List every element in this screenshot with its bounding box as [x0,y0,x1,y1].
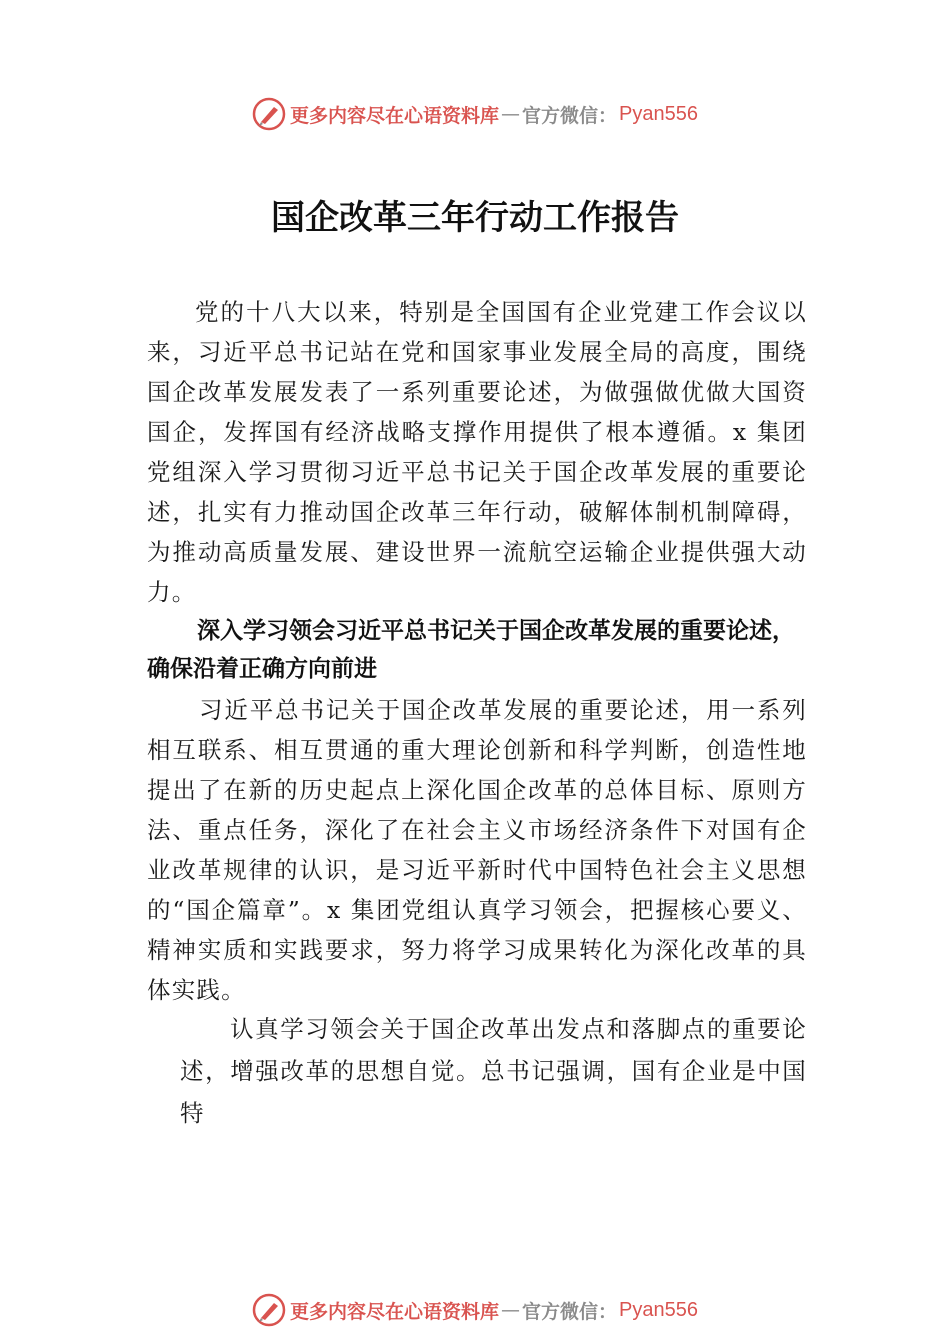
section-heading: 深入学习领会习近平总书记关于国企改革发展的重要论述，确保沿着正确方向前进 [147,618,795,682]
pen-logo-icon [252,1293,286,1327]
banner-wechat-label: 官方微信： [522,1300,618,1323]
banner-dash: — [501,1299,521,1321]
paragraph-section-1: 习近平总书记关于国企改革发展的重要论述，用一系列相互联系、相互贯通的重大理论创新和科学判断，创造性地提出了在新的历史起点上深化国企改革的总体目标、原则方法、重点任务，深化了在社会主义市场经济条件下对国有企业改革规律的认识，是习近平新时代中国特色社会主义思想的“国企篇章”。x 集团党组认真学习领会，把握核心要义、精神实质和实践要求，努力将学习成果转化为深化改革的具体实践。 [147,696,807,1004]
banner-main-text: 更多内容尽在心语资料库 [290,104,500,127]
pen-logo-icon [252,97,286,131]
banner-dash: — [501,103,521,125]
header-banner [0,94,950,134]
footer-banner [0,1290,950,1330]
paragraph-section-1-item: 认真学习领会关于国企改革出发点和落脚点的重要论述，增强改革的思想自觉。总书记强调，国有企业是中国特 [180,1015,807,1127]
banner-wechat-label: 官方微信： [522,104,618,127]
banner-wechat-id: Pyan556 [619,1298,698,1321]
document-title: 国企改革三年行动工作报告 [271,198,679,238]
paragraph-intro: 党的十八大以来，特别是全国国有企业党建工作会议以来，习近平总书记站在党和国家事业发展全局的高度，围绕国企改革发展发表了一系列重要论述，为做强做优做大国资国企，发挥国有经济战略支撑作用提供了根本遵循。x 集团党组深入学习贯彻习近平总书记关于国企改革发展的重要论述，扎实有力推动国企改革三年行动，破解体制机制障碍，为推动高质量发展、建设世界一流航空运输企业提供强大动力。 [147,298,807,606]
banner-main-text: 更多内容尽在心语资料库 [290,1300,500,1323]
banner-wechat-id: Pyan556 [619,102,698,125]
